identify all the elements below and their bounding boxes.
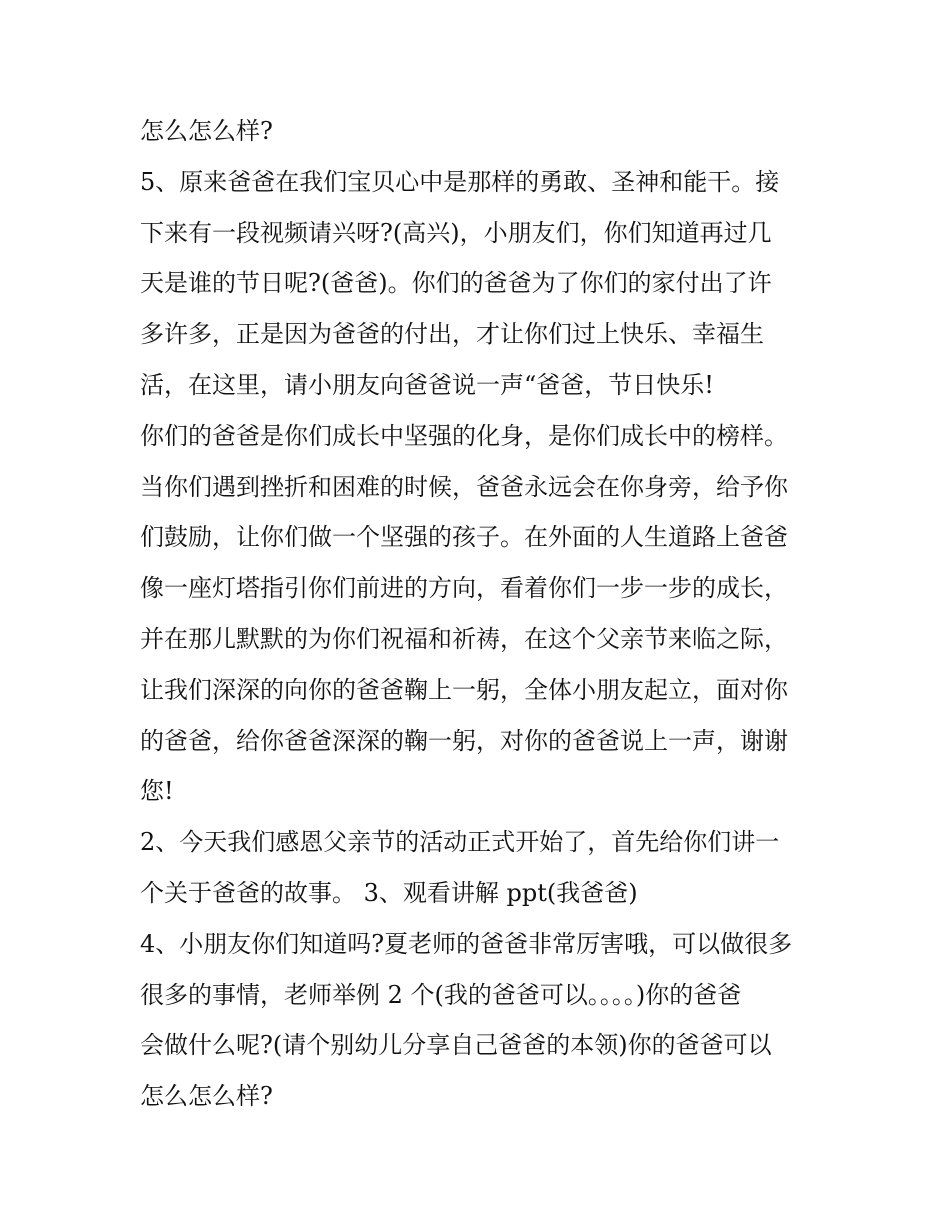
text-line: 你们的爸爸是你们成长中坚强的化身，是你们成长中的榜样。: [140, 421, 788, 450]
text-line: 天是谁的节日呢?(爸爸)。你们的爸爸为了你们的家付出了许: [140, 269, 772, 298]
text-line: 很多的事情，老师举例 2 个(我的爸爸可以。。。。)你的爸爸: [140, 980, 742, 1009]
text-line: 让我们深深的向你的爸爸鞠上一躬，全体小朋友起立，面对你: [140, 675, 788, 704]
text-line: 并在那儿默默的为你们祝福和祈祷，在这个父亲节来临之际，: [140, 624, 788, 653]
text-line: 5、原来爸爸在我们宝贝心中是那样的勇敢、圣神和能干。接: [140, 167, 780, 196]
body-text: [140, 106, 820, 1122]
text-line: 怎么怎么样?: [140, 1082, 273, 1111]
text-line: 当你们遇到挫折和困难的时候，爸爸永远会在你身旁，给予你: [140, 472, 788, 501]
text-line: 的爸爸，给你爸爸深深的鞠一躬，对你的爸爸说上一声，谢谢: [140, 726, 788, 755]
text-line: 下来有一段视频请兴呀?(高兴)，小朋友们，你们知道再过几: [140, 218, 772, 247]
text-line: 像一座灯塔指引你们前进的方向，看着你们一步一步的成长，: [140, 574, 788, 603]
text-line: 个关于爸爸的故事。 3、观看讲解 ppt(我爸爸): [140, 878, 638, 907]
text-line: 您!: [140, 777, 174, 806]
text-line: 怎么怎么样?: [140, 117, 273, 145]
text-line: 会做什么呢?(请个别幼儿分享自己爸爸的本领)你的爸爸可以: [140, 1031, 772, 1060]
text-line: 们鼓励，让你们做一个坚强的孩子。在外面的人生道路上爸爸: [140, 523, 788, 552]
text-line: 2、今天我们感恩父亲节的活动正式开始了，首先给你们讲一: [140, 828, 780, 857]
text-line: 4、小朋友你们知道吗?夏老师的爸爸非常厉害哦，可以做很多: [140, 929, 793, 958]
text-line: 活，在这里，请小朋友向爸爸说一声“爸爸，节日快乐!: [140, 370, 714, 399]
text-line: 多许多，正是因为爸爸的付出，才让你们过上快乐、幸福生: [140, 320, 764, 349]
